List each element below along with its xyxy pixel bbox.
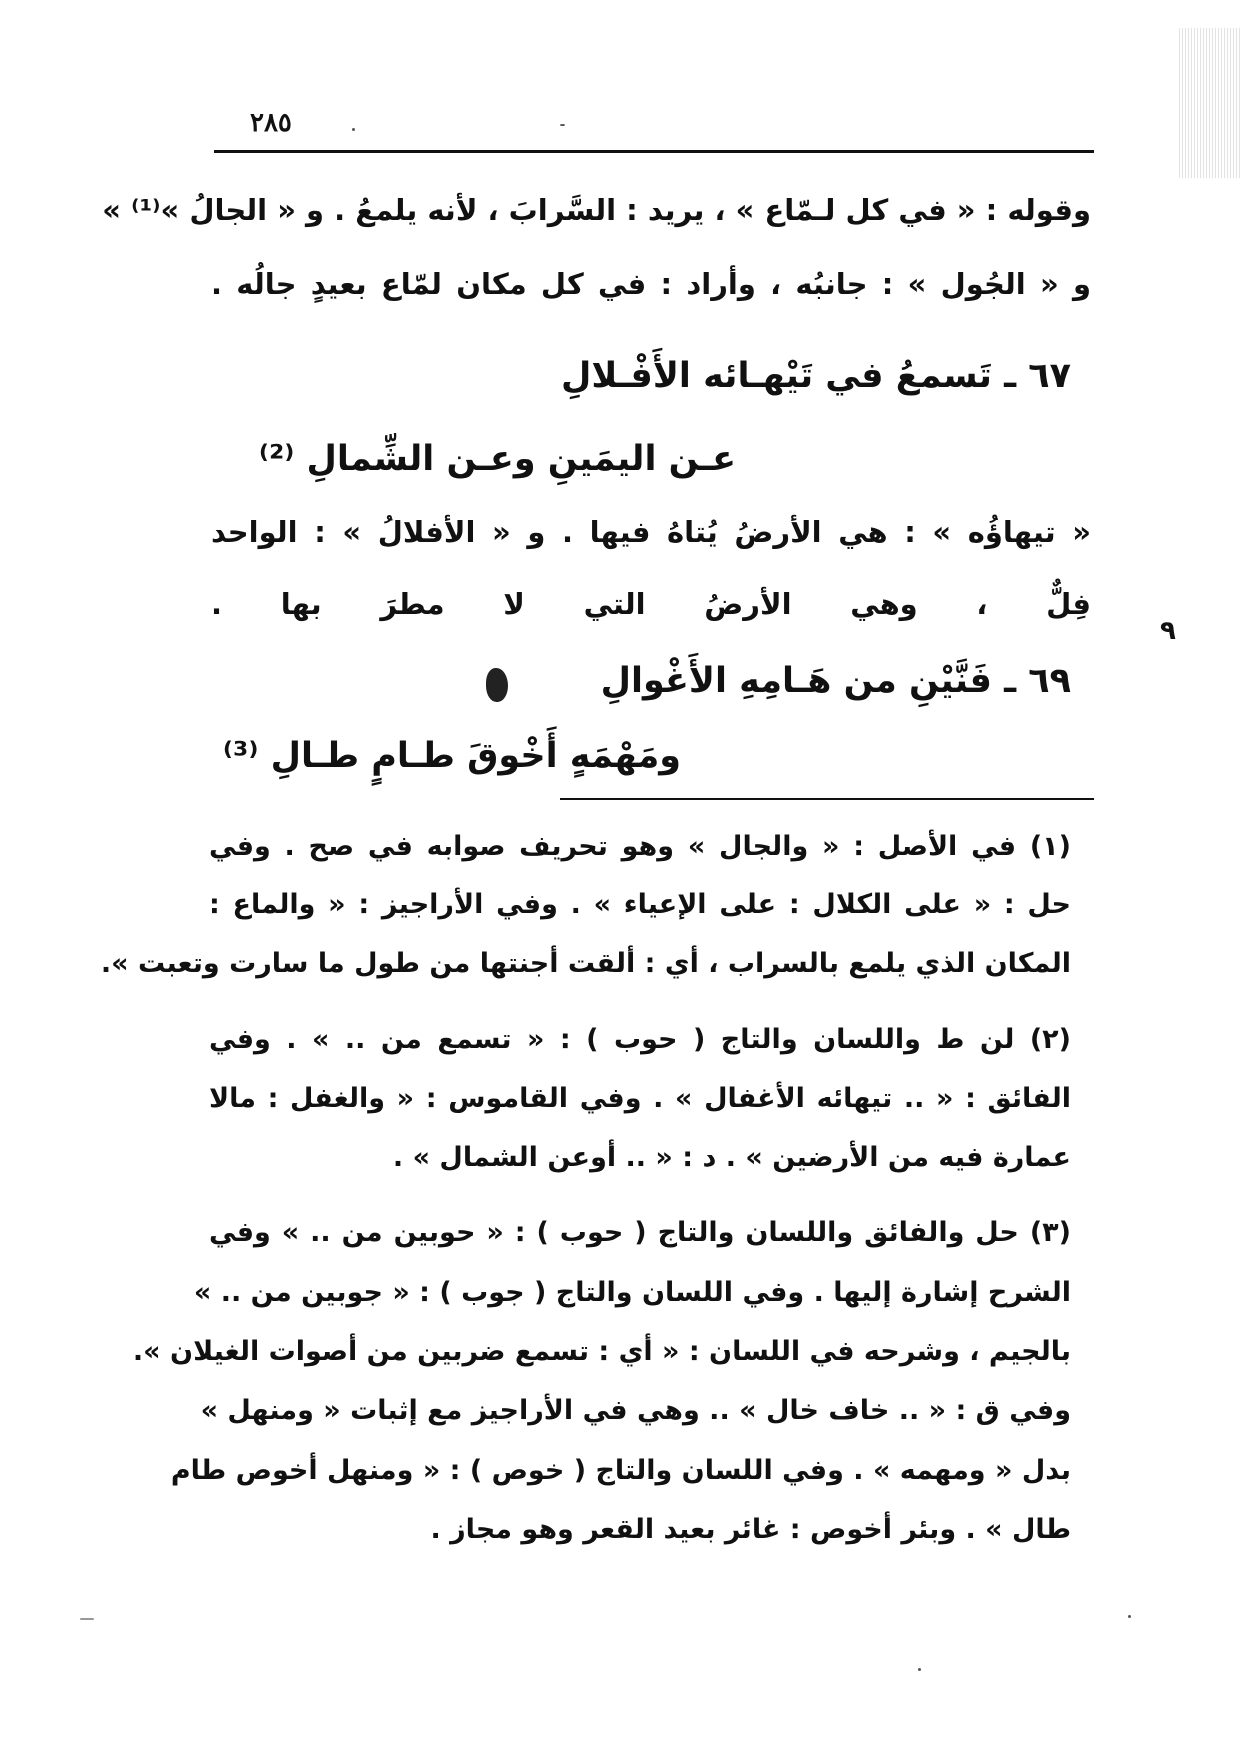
footnote-3-line: الشرح إشارة إليها . وفي اللسان والتاج ( جوب ) : « جوبين من .. » — [193, 1277, 1071, 1308]
commentary-line: و « الجُول » : جانبُه ، وأراد : في كل مكان لمّاع بعيدٍ جالُه . — [211, 267, 1091, 301]
footnote-3-line: طال » . وبئر أخوص : غائر بعيد القعر وهو مجاز . — [430, 1514, 1071, 1545]
footnote-separator — [560, 798, 1094, 800]
footnote-2-line: (٢) لن ط واللسان والتاج ( حوب ) : « تسمع من .. » . وفي — [209, 1024, 1071, 1055]
footnote-3-line: بدل « ومهمه » . وفي اللسان والتاج ( خوص ) : « ومنهل أخوص طام — [170, 1455, 1071, 1486]
commentary-line: « تيهاؤُه » : هي الأرضُ يُتاهُ فيها . و « الأفلالُ » : الواحد — [211, 515, 1091, 549]
verse-69-first-hemistich: ٦٩ ـ فَنَّيْنِ من هَـامِهِ الأَغْوالِ — [600, 661, 1071, 701]
scan-speck — [80, 1618, 94, 1620]
scan-speck — [352, 128, 355, 131]
footnote-3-line: (٣) حل والفائق واللسان والتاج ( حوب ) : « حوبين من .. » وفي — [209, 1217, 1071, 1248]
commentary-line: فِلٌّ ، وهي الأرضُ التي لا مطرَ بها . — [211, 587, 1091, 621]
page-number: ٢٨٥ — [250, 108, 292, 138]
scan-speck — [918, 1668, 921, 1671]
footnote-1-line: حل : « على الكلال : على الإعياء » . وفي الأراجيز : « والماع : — [209, 889, 1071, 920]
footnote-3-line: وفي ق : « .. خاف خال » .. وهي في الأراجيز مع إثبات « ومنهل » — [200, 1395, 1071, 1426]
footnote-1-line: المكان الذي يلمع بالسراب ، أي : ألقت أجنتها من طول ما سارت وتعبت ». — [100, 948, 1071, 979]
header-rule — [214, 150, 1094, 153]
margin-line-marker: ٩ — [1160, 616, 1176, 646]
verse-67-second-hemistich: عـن اليمَينِ وعـن الشِّمالِ ⁽²⁾ — [258, 439, 736, 479]
scan-speck — [560, 124, 565, 126]
footnote-1-line: (١) في الأصل : « والجال » وهو تحريف صوابه في صح . وفي — [209, 831, 1071, 862]
verse-69-second-hemistich: ومَهْمَهٍ أَخْوقَ طـامٍ طـالِ ⁽³⁾ — [222, 736, 681, 776]
footnote-3-line: بالجيم ، وشرحه في اللسان : « أي : تسمع ضربين من أصوات الغيلان ». — [132, 1336, 1071, 1367]
footnote-2-line: عمارة فيه من الأرضين » . د : « .. أوعن الشمال » . — [392, 1142, 1071, 1173]
scan-edge-shading — [1179, 28, 1241, 178]
verse-67-first-hemistich: ٦٧ ـ تَسمعُ في تَيْهـائه الأَفْـلالِ — [561, 356, 1071, 396]
commentary-line: وقوله : « في كل لـمّاع » ، يريد : السَّرابَ ، لأنه يلمعُ . و « الجالُ »⁽¹⁾ » — [102, 193, 1091, 227]
footnote-2-line: الفائق : « .. تيهائه الأغفال » . وفي القاموس : « والغفل : مالا — [209, 1083, 1071, 1114]
ink-blot — [486, 668, 508, 702]
scan-speck — [1128, 1615, 1131, 1618]
